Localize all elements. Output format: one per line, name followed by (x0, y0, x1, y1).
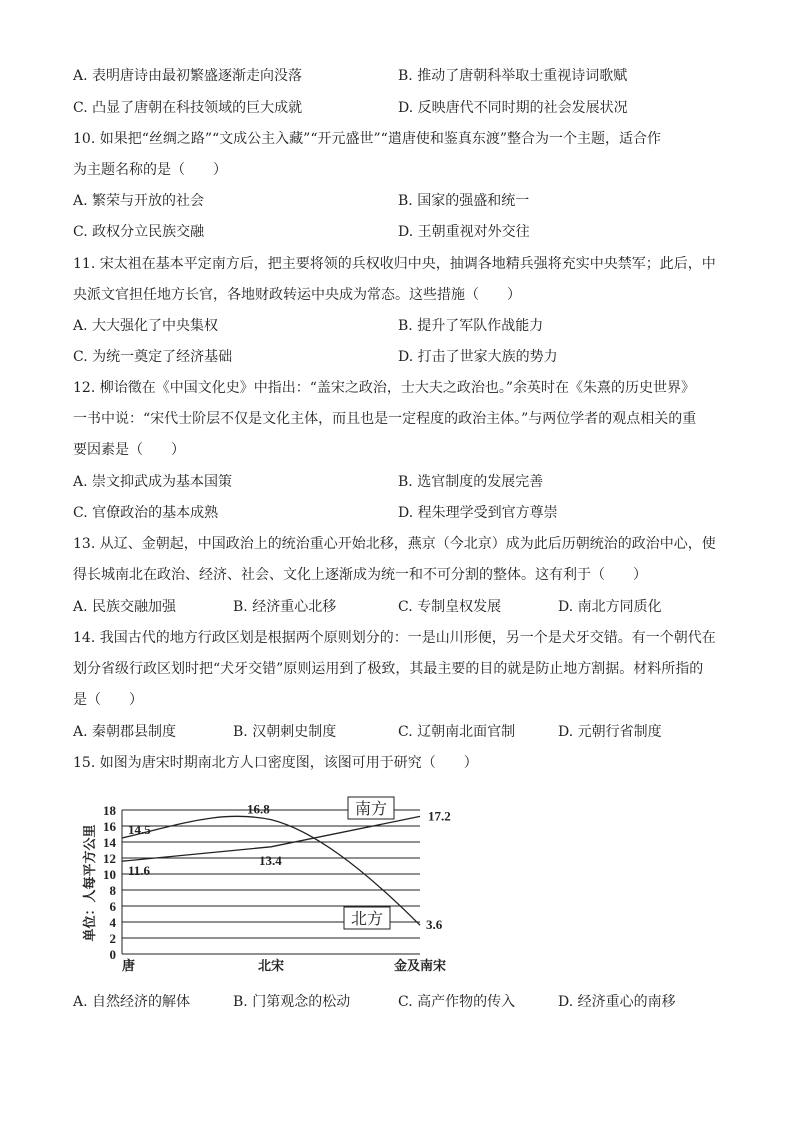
y-tick-label: 4 (109, 915, 116, 930)
data-label-south-jin: 17.2 (428, 808, 451, 824)
q12-option-d[interactable]: D. 程朱理学受到官方尊崇 (398, 505, 558, 521)
q11-option-a[interactable]: A. 大大强化了中央集权 (73, 318, 219, 334)
q11-option-c[interactable]: C. 为统一奠定了经济基础 (73, 349, 233, 365)
q15-option-c[interactable]: C. 高产作物的传入 (398, 994, 516, 1010)
y-tick-label: 0 (109, 947, 116, 962)
q10-stem-line-1: 10. 如果把“丝绸之路”“文成公主入藏”“开元盛世”“遣唐使和鉴真东渡”整合为一个主题，适合作 (73, 131, 661, 147)
q11-stem-line-1: 11. 宋太祖在基本平定南方后，把主要将领的兵权收归中央，抽调各地精兵强将充实中央禁军；此后，中 (73, 256, 716, 272)
y-axis-label: 单位：人每平方公里 (82, 824, 97, 942)
q10-stem-line-2: 为主题名称的是（ ） (73, 162, 227, 178)
y-tick-label: 8 (109, 883, 116, 898)
q12-stem-line-1: 12. 柳诒徵在《中国文化史》中指出：“盖宋之政治，士大夫之政治也。”余英时在《朱熹的历史世界》 (73, 380, 696, 396)
q11-stem-line-2: 央派文官担任地方长官，各地财政转运中央成为常态。这些措施（ ） (73, 287, 521, 303)
q10-option-c[interactable]: C. 政权分立民族交融 (73, 224, 205, 240)
q11-option-d[interactable]: D. 打击了世家大族的势力 (398, 349, 558, 365)
y-tick-label: 14 (103, 835, 116, 850)
q14-option-d[interactable]: D. 元朝行省制度 (558, 724, 662, 740)
q12-option-b[interactable]: B. 选官制度的发展完善 (398, 474, 544, 490)
q13-option-a[interactable]: A. 民族交融加强 (73, 599, 177, 615)
data-label-north-jin: 3.6 (426, 917, 443, 933)
q13-stem-line-1: 13. 从辽、金朝起，中国政治上的统治重心开始北移，燕京（今北京）成为此后历朝统治的政治中心，使 (73, 536, 716, 552)
q12-option-a[interactable]: A. 崇文抑武成为基本国策 (73, 474, 233, 490)
y-tick-label: 10 (103, 867, 116, 882)
q11-option-b[interactable]: B. 提升了军队作战能力 (398, 318, 544, 334)
q9-option-d[interactable]: D. 反映唐代不同时期的社会发展状况 (398, 100, 628, 116)
x-tick-label: 北宋 (257, 958, 285, 973)
q13-option-b[interactable]: B. 经济重心北移 (233, 599, 337, 615)
y-tick-label: 12 (103, 851, 116, 866)
q12-stem-line-2: 一书中说：“宋代士阶层不仅是文化主体，而且也是一定程度的政治主体。”与两位学者的观点相关的重 (73, 411, 697, 427)
q13-option-c[interactable]: C. 专制皇权发展 (398, 599, 502, 615)
q15-option-b[interactable]: B. 门第观念的松动 (233, 994, 351, 1010)
q14-stem-line-2: 划分省级行政区划时把“犬牙交错”原则运用到了极致，其最主要的目的就是防止地方割据。材料所指的 (73, 661, 704, 677)
y-tick-label: 16 (103, 819, 116, 834)
q14-option-c[interactable]: C. 辽朝南北面官制 (398, 724, 516, 740)
x-tick-label: 金及南宋 (393, 958, 447, 973)
q13-stem-line-2: 得长城南北在政治、经济、社会、文化上逐渐成为统一和不可分割的整体。这有利于（ ） (73, 567, 647, 583)
q14-stem-line-3: 是（ ） (73, 692, 143, 708)
q14-option-a[interactable]: A. 秦朝郡县制度 (73, 724, 177, 740)
q12-option-c[interactable]: C. 官僚政治的基本成熟 (73, 505, 219, 521)
y-tick-label: 18 (103, 803, 116, 818)
q9-option-c[interactable]: C. 凸显了唐朝在科技领域的巨大成就 (73, 100, 303, 116)
x-tick-label: 唐 (122, 958, 136, 973)
population-density-chart (80, 795, 460, 980)
legend-south-label: 南方 (354, 801, 388, 818)
q9-option-a[interactable]: A. 表明唐诗由最初繁盛逐渐走向没落 (73, 68, 303, 84)
q15-stem-line-1: 15. 如图为唐宋时期南北方人口密度图，该图可用于研究（ ） (73, 755, 478, 771)
q14-stem-line-1: 14. 我国古代的地方行政区划是根据两个原则划分的：一是山川形便，另一个是犬牙交错。有一个朝代在 (73, 630, 716, 646)
legend-north-label: 北方 (350, 911, 384, 928)
q10-option-b[interactable]: B. 国家的强盛和统一 (398, 193, 530, 209)
y-tick-label: 6 (109, 899, 116, 914)
data-label-north-tang: 14.5 (128, 822, 151, 837)
q10-option-d[interactable]: D. 王朝重视对外交往 (398, 224, 530, 240)
data-label-south-tang: 11.6 (128, 863, 151, 879)
q10-option-a[interactable]: A. 繁荣与开放的社会 (73, 193, 205, 209)
q12-stem-line-3: 要因素是（ ） (73, 442, 185, 458)
q15-option-a[interactable]: A. 自然经济的解体 (73, 994, 191, 1010)
q15-option-d[interactable]: D. 经济重心的南移 (558, 994, 676, 1010)
data-label-south-song: 13.4 (259, 852, 282, 868)
q13-option-d[interactable]: D. 南北方同质化 (558, 599, 662, 615)
y-tick-label: 2 (109, 931, 116, 946)
q14-option-b[interactable]: B. 汉朝刺史制度 (233, 724, 337, 740)
q9-option-b[interactable]: B. 推动了唐朝科举取士重视诗词歌赋 (398, 68, 628, 84)
data-label-north-song: 16.8 (247, 801, 270, 817)
